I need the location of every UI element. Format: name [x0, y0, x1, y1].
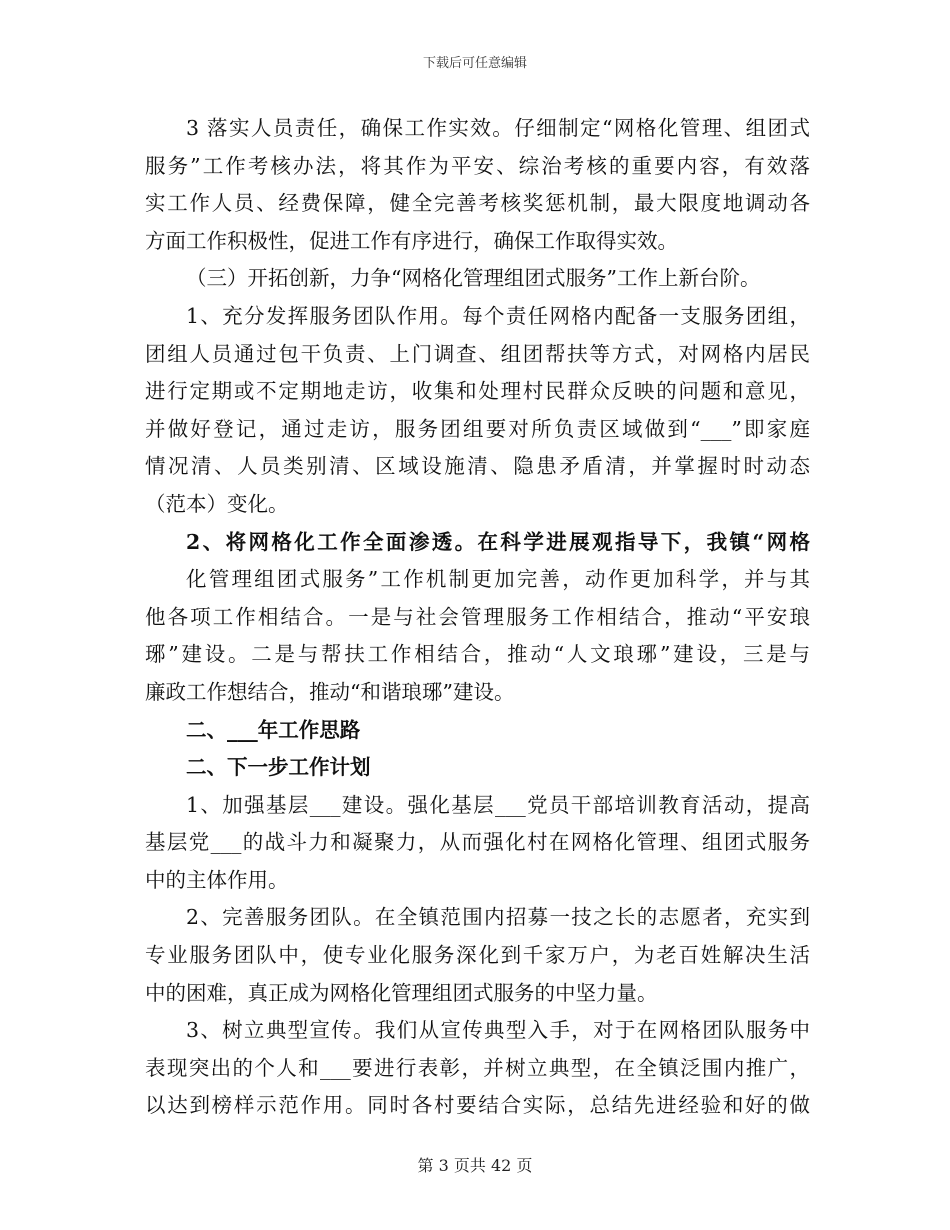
text-line: 1、加强基层___建设。强化基层___党员干部培训教育活动，提高 — [186, 792, 810, 817]
text-line: 实工作人员、经费保障，健全完善考核奖惩机制，最大限度地调动各 — [145, 191, 810, 216]
text-line: 情况清、人员类别清、区域设施清、隐患矛盾清，并掌握时时动态 — [145, 454, 810, 479]
text-line: 廉政工作想结合，推动“和谐琅琊”建设。 — [145, 679, 515, 704]
text-line: 二、下一步工作计划 — [186, 755, 371, 780]
text-line: 表现突出的个人和___要进行表彰，并树立典型，在全镇泛围内推广， — [145, 1055, 810, 1080]
page-header: 下载后可任意编辑 — [422, 56, 527, 71]
text-line: 以达到榜样示范作用。同时各村要结合实际，总结先进经验和好的做 — [145, 1093, 810, 1118]
text-line: 并做好登记，通过走访，服务团组要对所负责区域做到“___”即家庭 — [145, 416, 810, 441]
text-line: 琊”建设。二是与帮扶工作相结合，推动“人文琅琊”建设，三是与 — [145, 642, 810, 667]
text-line: 化管理组团式服务”工作机制更加完善，动作更加科学，并与其 — [186, 567, 810, 592]
text-line: 团组人员通过包干负责、上门调查、组团帮扶等方式，对网格内居民 — [145, 341, 810, 366]
text-line: 服务”工作考核办法，将其作为平安、综治考核的重要内容，有效落 — [145, 153, 810, 178]
text-line: 基层党___的战斗力和凝聚力，从而强化村在网格化管理、组团式服务 — [145, 830, 810, 855]
page-footer: 第 3 页共 42 页 — [417, 1156, 533, 1175]
text-line: 中的主体作用。 — [145, 867, 289, 892]
text-line: （三）开拓创新，力争“网格化管理组团式服务”工作上新台阶。 — [186, 266, 761, 291]
text-line: 方面工作积极性，促进工作有序进行，确保工作取得实效。 — [145, 228, 678, 253]
text-line: 1、充分发挥服务团队作用。每个责任网格内配备一支服务团组， — [186, 303, 810, 328]
text-line: 二、___年工作思路 — [186, 717, 361, 742]
document-body — [145, 110, 810, 1125]
text-line: 2、完善服务团队。在全镇范围内招募一技之长的志愿者，充实到 — [186, 905, 810, 930]
text-line: （范本）变化。 — [145, 491, 289, 516]
text-line: 中的困难，真正成为网格化管理组团式服务的中坚力量。 — [145, 980, 658, 1005]
text-line: 他各项工作相结合。一是与社会管理服务工作相结合，推动“平安琅 — [145, 604, 810, 629]
text-line: 2、将网格化工作全面渗透。在科学进展观指导下，我镇“网格 — [186, 529, 810, 554]
text-line: 3、树立典型宣传。我们从宣传典型入手，对于在网格团队服务中 — [186, 1018, 810, 1043]
text-line: 专业服务团队中，使专业化服务深化到千家万户，为老百姓解决生活 — [145, 943, 810, 968]
text-line: 进行定期或不定期地走访，收集和处理村民群众反映的问题和意见， — [145, 379, 810, 404]
text-line: 3 落实人员责任，确保工作实效。仔细制定“网格化管理、组团式 — [186, 116, 810, 140]
